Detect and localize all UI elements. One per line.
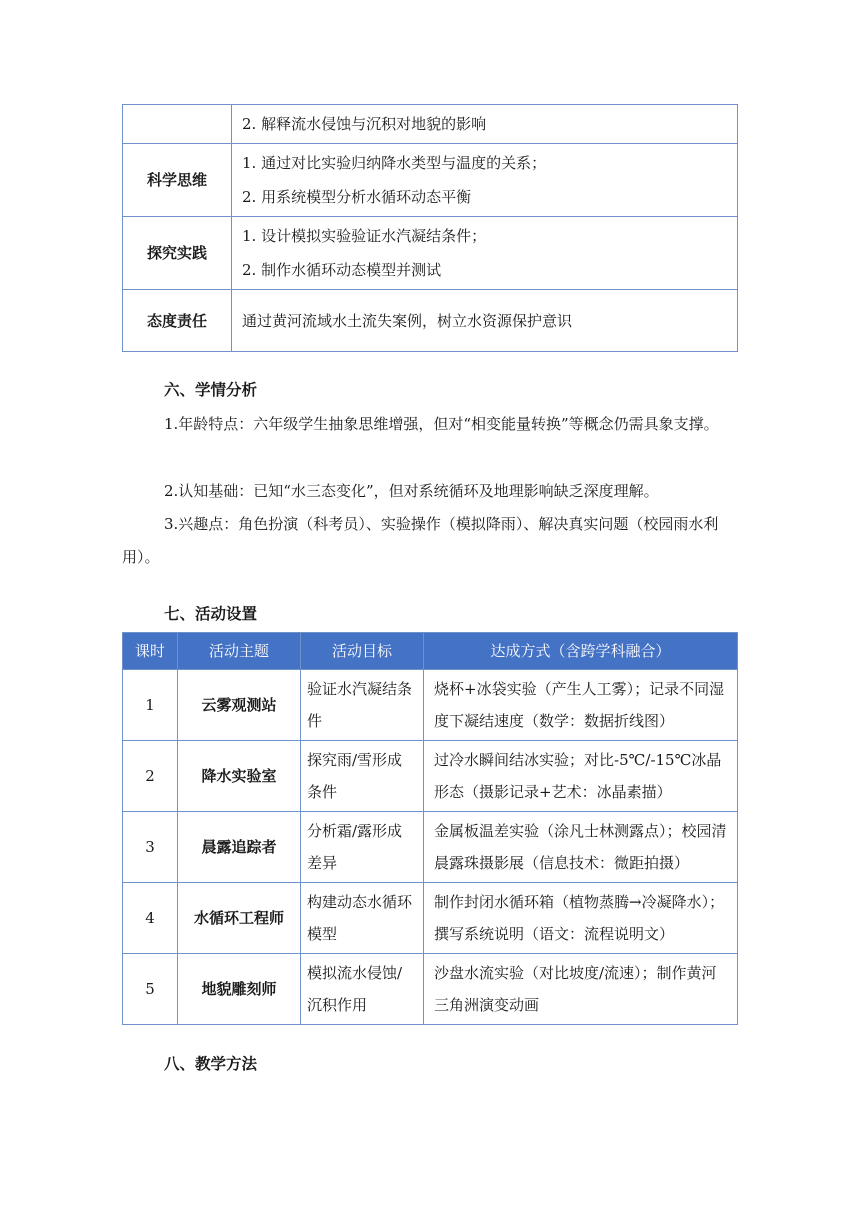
activity-theme: 水循环工程师 — [178, 883, 301, 954]
activity-method: 制作封闭水循环箱（植物蒸腾→冷凝降水）；撰写系统说明（语文：流程说明文） — [424, 883, 738, 954]
column-header: 课时 — [123, 633, 178, 670]
table-row — [123, 741, 738, 812]
activity-theme: 地貌雕刻师 — [178, 954, 301, 1025]
activity-goal: 模拟流水侵蚀/沉积作用 — [301, 954, 424, 1025]
goal-item: 2. 用系统模型分析水循环动态平衡 — [242, 188, 472, 206]
goal-cell — [232, 217, 738, 290]
category-cell — [123, 105, 232, 144]
activity-theme: 降水实验室 — [178, 741, 301, 812]
table-row — [123, 105, 738, 144]
category-cell: 探究实践 — [123, 217, 232, 290]
table-header-row — [123, 633, 738, 670]
activity-goal: 构建动态水循环模型 — [301, 883, 424, 954]
goal-item: 1. 通过对比实验归纳降水类型与温度的关系； — [242, 154, 547, 172]
table-row — [123, 217, 738, 290]
activity-theme: 云雾观测站 — [178, 670, 301, 741]
activity-goal: 探究雨/雪形成条件 — [301, 741, 424, 812]
lesson-number: 2 — [123, 741, 178, 812]
table-row — [123, 954, 738, 1025]
goal-item: 通过黄河流域水土流失案例，树立水资源保护意识 — [242, 311, 573, 330]
lesson-number: 3 — [123, 812, 178, 883]
goal-item: 2. 制作水循环动态模型并测试 — [242, 261, 442, 279]
column-header: 活动主题 — [178, 633, 301, 670]
activity-goal: 分析霜/露形成差异 — [301, 812, 424, 883]
paragraph: 2.认知基础：已知“水三态变化”，但对系统循环及地理影响缺乏深度理解。 — [164, 482, 659, 500]
goal-item: 1. 设计模拟实验验证水汽凝结条件； — [242, 227, 487, 245]
lesson-number: 1 — [123, 670, 178, 741]
activity-method: 沙盘水流实验（对比坡度/流速）；制作黄河三角洲演变动画 — [424, 954, 738, 1025]
activity-method: 金属板温差实验（涂凡士林测露点）；校园清晨露珠摄影展（信息技术：微距拍摄） — [424, 812, 738, 883]
activity-goal: 验证水汽凝结条件 — [301, 670, 424, 741]
section-heading: 六、学情分析 — [164, 381, 258, 399]
literacy-goals-table — [122, 104, 738, 352]
paragraph: 3.兴趣点：角色扮演（科考员）、实验操作（模拟降雨）、解决真实问题（校园雨水利用）。 — [122, 515, 719, 566]
activity-method: 烧杯+冰袋实验（产生人工雾）；记录不同湿度下凝结速度（数学：数据折线图） — [424, 670, 738, 741]
lesson-number: 4 — [123, 883, 178, 954]
table-row — [123, 290, 738, 352]
paragraph: 1.年龄特点：六年级学生抽象思维增强，但对“相变能量转换”等概念仍需具象支撑。 — [164, 415, 719, 433]
goal-cell — [232, 144, 738, 217]
column-header: 达成方式（含跨学科融合） — [424, 633, 738, 670]
goal-cell — [232, 105, 738, 144]
activity-method: 过冷水瞬间结冰实验；对比-5℃/-15℃冰晶形态（摄影记录+艺术：冰晶素描） — [424, 741, 738, 812]
section-heading: 七、活动设置 — [164, 605, 258, 623]
table-row — [123, 670, 738, 741]
activity-theme: 晨露追踪者 — [178, 812, 301, 883]
column-header: 活动目标 — [301, 633, 424, 670]
goal-cell — [232, 290, 738, 352]
section-heading: 八、教学方法 — [164, 1055, 258, 1073]
table-row — [123, 144, 738, 217]
goal-item: 2. 解释流水侵蚀与沉积对地貌的影响 — [242, 115, 487, 133]
activity-table — [122, 632, 738, 1025]
table-row — [123, 883, 738, 954]
category-cell: 态度责任 — [123, 290, 232, 352]
table-row — [123, 812, 738, 883]
lesson-number: 5 — [123, 954, 178, 1025]
category-cell: 科学思维 — [123, 144, 232, 217]
